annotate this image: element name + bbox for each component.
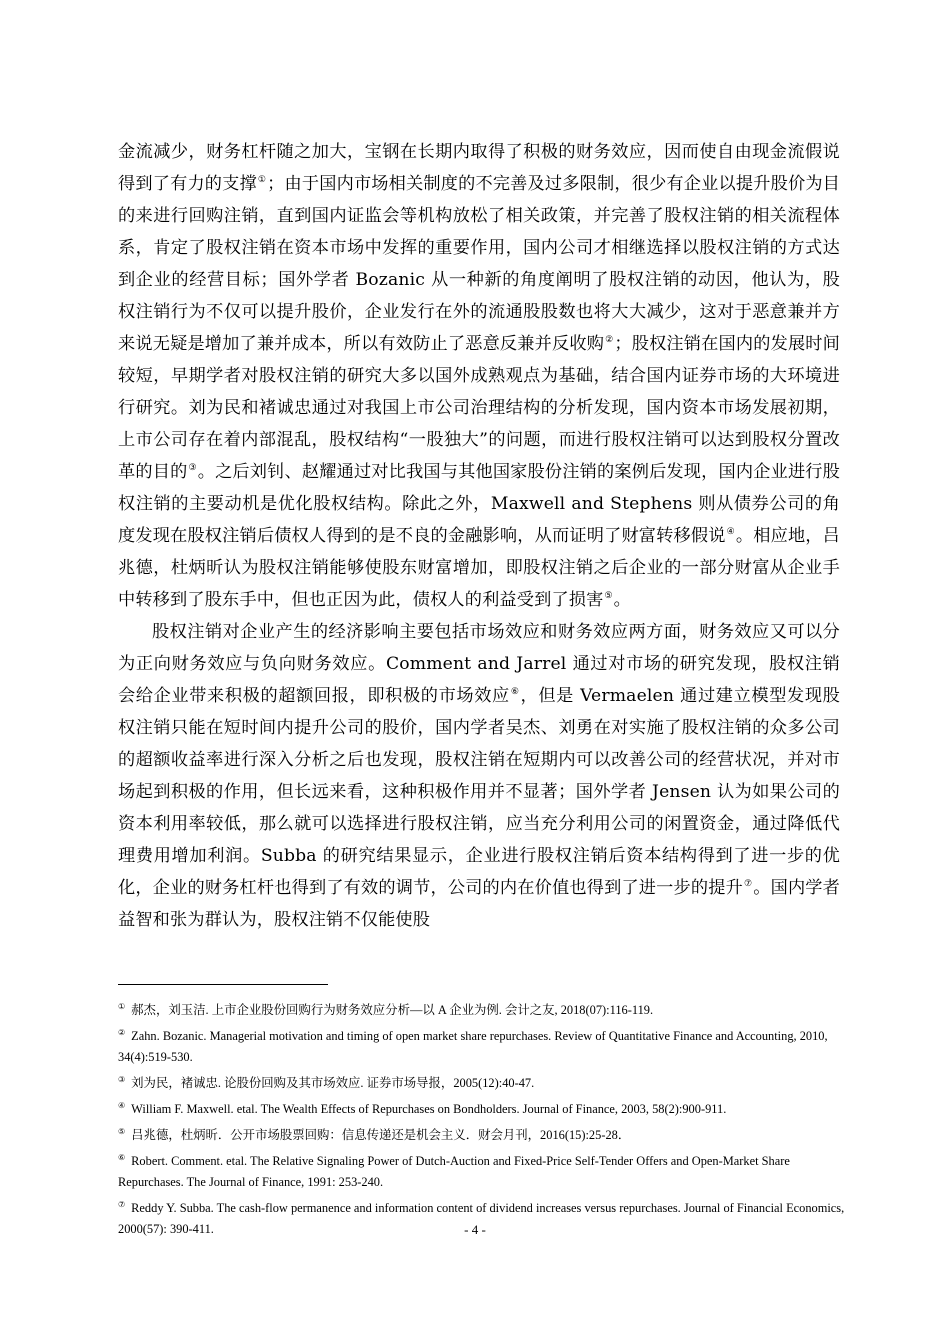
- footnote-mark: ⑤: [118, 1127, 126, 1136]
- footnote-text: Zahn. Bozanic. Managerial motivation and timing of open market share repurchases. Review of Quantitative Finance and Accounting, 2010, 34(4):519-530.: [118, 1029, 828, 1064]
- footnote-mark: ⑥: [118, 1153, 126, 1162]
- footnote-text: William F. Maxwell. etal. The Wealth Effects of Repurchases on Bondholders. Journal of Finance, 2003, 58(2):900-911.: [131, 1102, 727, 1116]
- footnote-separator: [118, 984, 328, 985]
- footnote-ref-2[interactable]: ②: [605, 335, 614, 345]
- page-number: - 4 -: [464, 1222, 486, 1237]
- footnote-ref-6[interactable]: ⑥: [510, 687, 520, 697]
- footnote-mark: ①: [118, 1002, 126, 1011]
- footnote-4: [118, 1095, 854, 1120]
- footnote-mark: ⑦: [118, 1200, 126, 1209]
- footnote-mark: ④: [118, 1101, 126, 1110]
- footnote-ref-3[interactable]: ③: [188, 463, 197, 473]
- footnote-text: 刘为民，褚诚忠. 论股份回购及其市场效应. 证券市场导报，2005(12):40-47.: [131, 1076, 535, 1090]
- footnote-ref-5[interactable]: ⑤: [604, 591, 613, 601]
- footnote-text: Reddy Y. Subba. The cash-flow permanence and information content of dividend increases versus repurchases. Journal of Financial Economics, 2000(57): 390-411.: [118, 1201, 845, 1236]
- footnote-text: 郝杰，刘玉洁. 上市企业股份回购行为财务效应分析—以 A 企业为例. 会计之友, 2018(07):116-119.: [131, 1003, 654, 1017]
- footnote-1: [118, 996, 854, 1021]
- footnote-3: [118, 1069, 854, 1094]
- footnote-mark: ②: [118, 1028, 126, 1037]
- body-text: [118, 136, 840, 936]
- footnote-text: 吕兆德，杜炳昕．公开市场股票回购：信息传递还是机会主义．财会月刊，2016(15):25-28．: [131, 1128, 631, 1142]
- footnote-mark: ③: [118, 1075, 126, 1084]
- footnote-ref-7[interactable]: ⑦: [743, 879, 753, 889]
- footnote-2: [118, 1022, 854, 1068]
- footnote-ref-4[interactable]: ④: [726, 527, 735, 537]
- footnotes: [118, 996, 854, 1241]
- footnote-6: [118, 1147, 854, 1193]
- footnote-text: Robert. Comment. etal. The Relative Signaling Power of Dutch-Auction and Fixed-Price Self-Tender Offers and Open-Market Share Repurchases. The Journal of Finance, 1991: 253-240.: [118, 1154, 790, 1189]
- footnote-ref-1[interactable]: ①: [257, 175, 267, 185]
- paragraph-2: 股权注销对企业产生的经济影响主要包括市场效应和财务效应两方面，财务效应又可以分为正向财务效应与负向财务效应。Comment and Jarrel 通过对市场的研究发现，股权注销会给企业带来积极的超额回报，即积极的市场效应⑥，但是 Vermaelen 通过建立模型发现股权注销只能在短时间内提升公司的股价，国内学者吴杰、刘勇在对实施了股权注销的众多公司的超额收益率进行深入分析之后也发现，股权注销在短期内可以改善公司的经营状况，并对市场起到积极的作用，但长远来看，这种积极作用并不显著；国外学者 Jensen 认为如果公司的资本利用率较低，那么就可以选择进行股权注销，应当充分利用公司的闲置资金，通过降低代理费用增加利润。Subba 的研究结果显示，企业进行股权注销后资本结构得到了进一步的优化，企业的财务杠杆也得到了有效的调节，公司的内在价值也得到了进一步的提升⑦。国内学者益智和张为群认为，股权注销不仅能使股: [118, 622, 841, 930]
- footnote-5: [118, 1121, 854, 1146]
- paragraph-1: 金流减少，财务杠杆随之加大，宝钢在长期内取得了积极的财务效应，因而使自由现金流假说得到了有力的支撑①；由于国内市场相关制度的不完善及过多限制，很少有企业以提升股价为目的来进行回购注销，直到国内证监会等机构放松了相关政策，并完善了股权注销的相关流程体系，肯定了股权注销在资本市场中发挥的重要作用，国内公司才相继选择以股权注销的方式达到企业的经营目标；国外学者 Bozanic 从一种新的角度阐明了股权注销的动因，他认为，股权注销行为不仅可以提升股价，企业发行在外的流通股股数也将大大减少，这对于恶意兼并方来说无疑是增加了兼并成本，所以有效防止了恶意反兼并反收购②；股权注销在国内的发展时间较短，早期学者对股权注销的研究大多以国外成熟观点为基础，结合国内证券市场的大环境进行研究。刘为民和褚诚忠通过对我国上市公司治理结构的分析发现，国内资本市场发展初期，上市公司存在着内部混乱，股权结构“一股独大”的问题，而进行股权注销可以达到股权分置改革的目的③。之后刘钊、赵耀通过对比我国与其他国家股份注销的案例后发现，国内企业进行股权注销的主要动机是优化股权结构。除此之外，Maxwell and Stephens 则从债券公司的角度发现在股权注销后债权人得到的是不良的金融影响，从而证明了财富转移假说④。相应地，吕兆德，杜炳昕认为股权注销能够使股东财富增加，即股权注销之后企业的一部分财富从企业手中转移到了股东手中，但也正因为此，债权人的利益受到了损害⑤。: [118, 142, 841, 610]
